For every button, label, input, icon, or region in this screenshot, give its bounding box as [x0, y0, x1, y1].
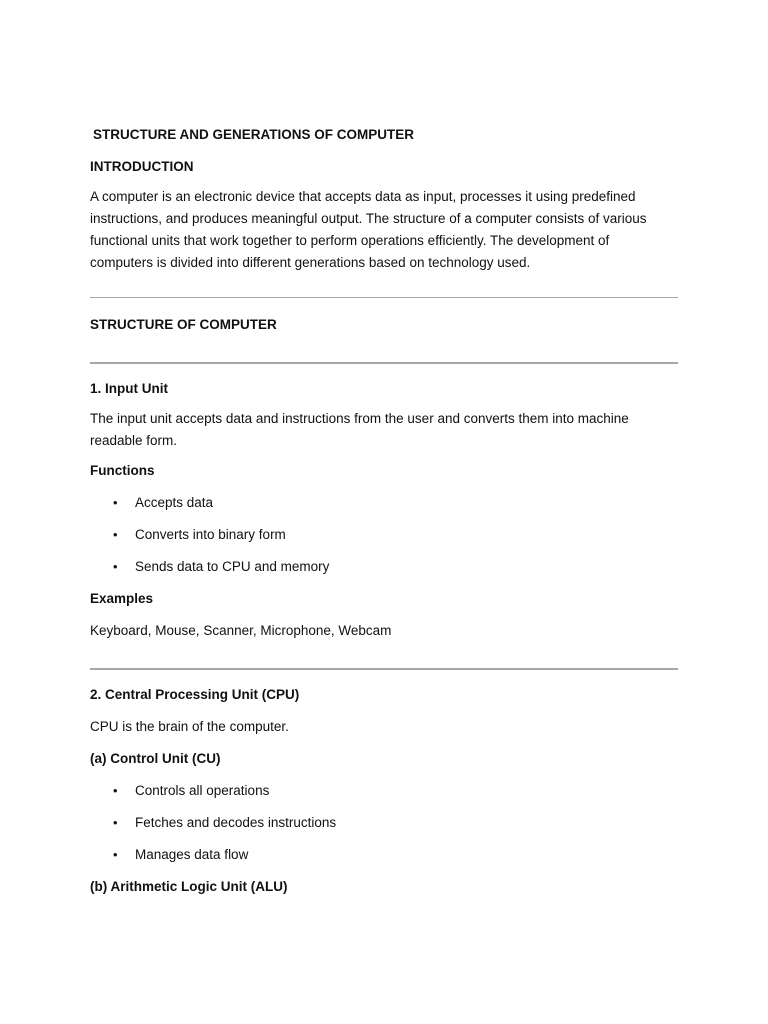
cpu-heading: 2. Central Processing Unit (CPU) [90, 687, 300, 702]
input-unit-line: readable form. [90, 433, 178, 448]
list-item-text: Manages data flow [135, 847, 249, 862]
input-unit-line: The input unit accepts data and instructions from the user and converts them into machine [90, 411, 629, 426]
bullet-icon: • [113, 527, 118, 542]
list-item [90, 558, 678, 576]
document-content [90, 126, 678, 896]
alu-heading: (b) Arithmetic Logic Unit (ALU) [90, 879, 288, 894]
bullet-icon: • [113, 783, 118, 798]
list-item [90, 782, 678, 800]
intro-line: computers is divided into different generations based on technology used. [90, 255, 531, 270]
list-item-text: Sends data to CPU and memory [135, 559, 330, 574]
bullet-icon: • [113, 495, 118, 510]
examples-text: Keyboard, Mouse, Scanner, Microphone, Webcam [90, 623, 392, 638]
control-unit-list [90, 782, 678, 864]
examples-heading: Examples [90, 591, 154, 606]
intro-line: A computer is an electronic device that accepts data as input, processes it using predefined [90, 189, 636, 204]
list-item-text: Accepts data [135, 495, 214, 510]
list-item [90, 814, 678, 832]
input-unit-paragraph [90, 408, 678, 452]
control-unit-heading: (a) Control Unit (CU) [90, 751, 221, 766]
intro-paragraph [90, 186, 678, 274]
document-title: STRUCTURE AND GENERATIONS OF COMPUTER [93, 127, 415, 142]
bullet-icon: • [113, 559, 118, 574]
functions-list [90, 494, 678, 576]
list-item-text: Fetches and decodes instructions [135, 815, 337, 830]
cpu-description: CPU is the brain of the computer. [90, 719, 289, 734]
functions-heading: Functions [90, 463, 155, 478]
list-item-text: Controls all operations [135, 783, 270, 798]
list-item [90, 494, 678, 512]
intro-line: instructions, and produces meaningful output. The structure of a computer consists of various [90, 211, 647, 226]
list-item [90, 526, 678, 544]
input-unit-heading: 1. Input Unit [90, 381, 168, 396]
intro-heading: INTRODUCTION [90, 159, 194, 174]
intro-line: functional units that work together to perform operations efficiently. The development of [90, 233, 610, 248]
list-item-text: Converts into binary form [135, 527, 286, 542]
bullet-icon: • [113, 815, 118, 830]
bullet-icon: • [113, 847, 118, 862]
structure-heading: STRUCTURE OF COMPUTER [90, 317, 277, 332]
list-item [90, 846, 678, 864]
